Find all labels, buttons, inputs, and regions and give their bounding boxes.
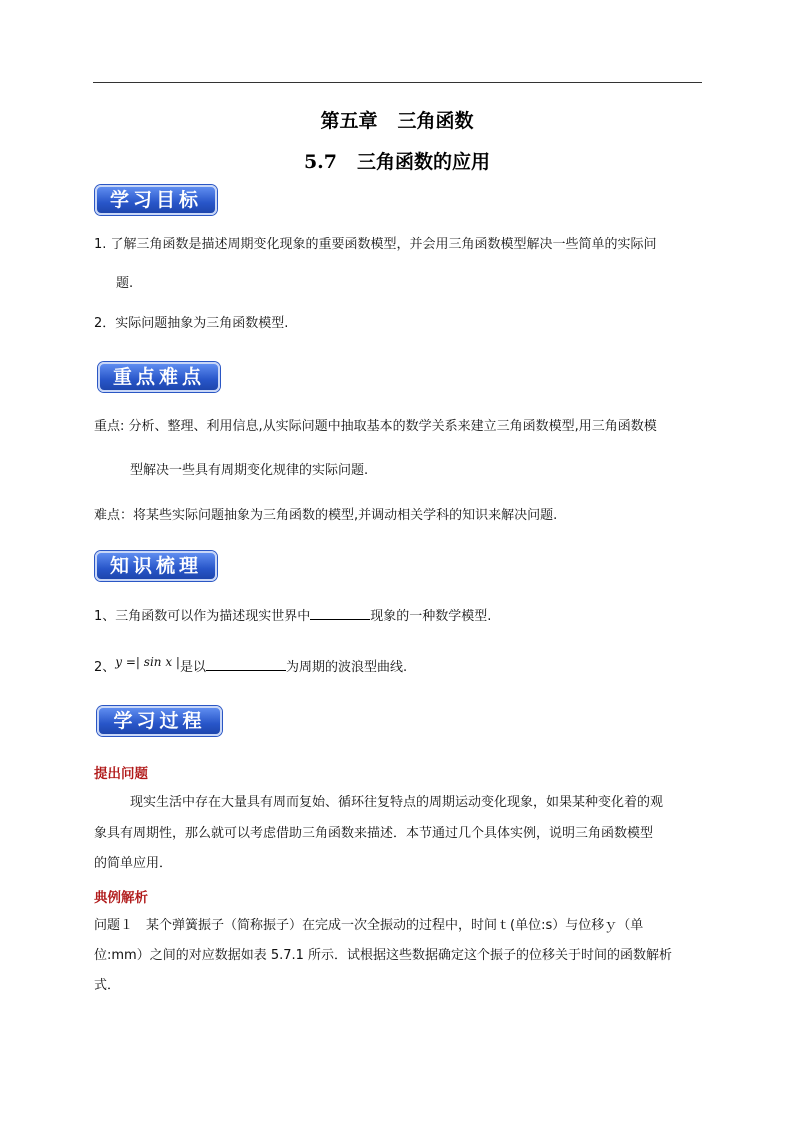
knowledge-item-2-text: 是以 (179, 660, 206, 675)
chapter-label: 第五章 (320, 110, 378, 132)
section-name: 三角函数的应用 (357, 151, 491, 173)
math-expression: y =| sin x | (115, 655, 180, 669)
fill-blank-2[interactable] (206, 658, 286, 671)
objective-item-1-cont: 题. (116, 276, 134, 291)
header-rule (93, 82, 702, 83)
chapter-title (0, 106, 794, 133)
intro-paragraph-line-3: 的简单应用． (94, 856, 173, 871)
difficulty-text: 难点：将某些实际问题抽象为三角函数的模型,并调动相关学科的知识来解决问题. (94, 508, 558, 523)
key-points-badge: 重点难点 (98, 362, 220, 392)
knowledge-item-1-text: 1、三角函数可以作为描述现实世界中 (94, 609, 311, 624)
fill-blank-1[interactable] (310, 607, 370, 620)
objective-item-1: 1. 了解三角函数是描述周期变化现象的重要函数模型，并会用三角函数模型解决一些简单的实际问 (94, 237, 657, 252)
chapter-name: 三角函数 (397, 110, 474, 132)
raise-question-heading: 提出问题 (94, 766, 148, 782)
knowledge-item-1-text-end: 现象的一种数学模型. (370, 609, 492, 624)
focus-text: 重点: 分析、整理、利用信息,从实际问题中抽取基本的数学关系来建立三角函数模型,用三角函数模 (94, 419, 657, 434)
knowledge-item-2 (94, 655, 408, 677)
focus-text-cont: 型解决一些具有周期变化规律的实际问题. (130, 463, 369, 478)
objectives-badge: 学习目标 (95, 185, 217, 215)
section-title (0, 147, 794, 174)
example-heading: 典例解析 (94, 890, 148, 906)
process-badge: 学习过程 (97, 706, 222, 736)
knowledge-item-2-prefix: 2、 (94, 660, 116, 675)
knowledge-item-1 (94, 607, 491, 626)
intro-paragraph-line-1: 现实生活中存在大量具有周而复始、循环往复特点的周期运动变化现象，如果某种变化着的观 (130, 795, 664, 810)
knowledge-item-2-text-end: 为周期的波浪型曲线. (285, 660, 408, 675)
problem-1-line-3: 式． (94, 978, 121, 993)
problem-1-line-1: 问题１ 某个弹簧振子（简称振子）在完成一次全振动的过程中，时间ｔ(单位:s）与位移ｙ（单 (94, 918, 644, 933)
objective-item-2: 2．实际问题抽象为三角函数模型. (94, 316, 289, 331)
section-number: 5.7 (303, 151, 338, 173)
intro-paragraph-line-2: 象具有周期性，那么就可以考虑借助三角函数来描述．本节通过几个具体实例，说明三角函数模型 (94, 826, 654, 841)
knowledge-badge: 知识梳理 (95, 551, 217, 581)
problem-1-line-2: 位:mm）之间的对应数据如表 5.7.1 所示．试根据这些数据确定这个振子的位移关于时间的函数解析 (94, 948, 673, 963)
